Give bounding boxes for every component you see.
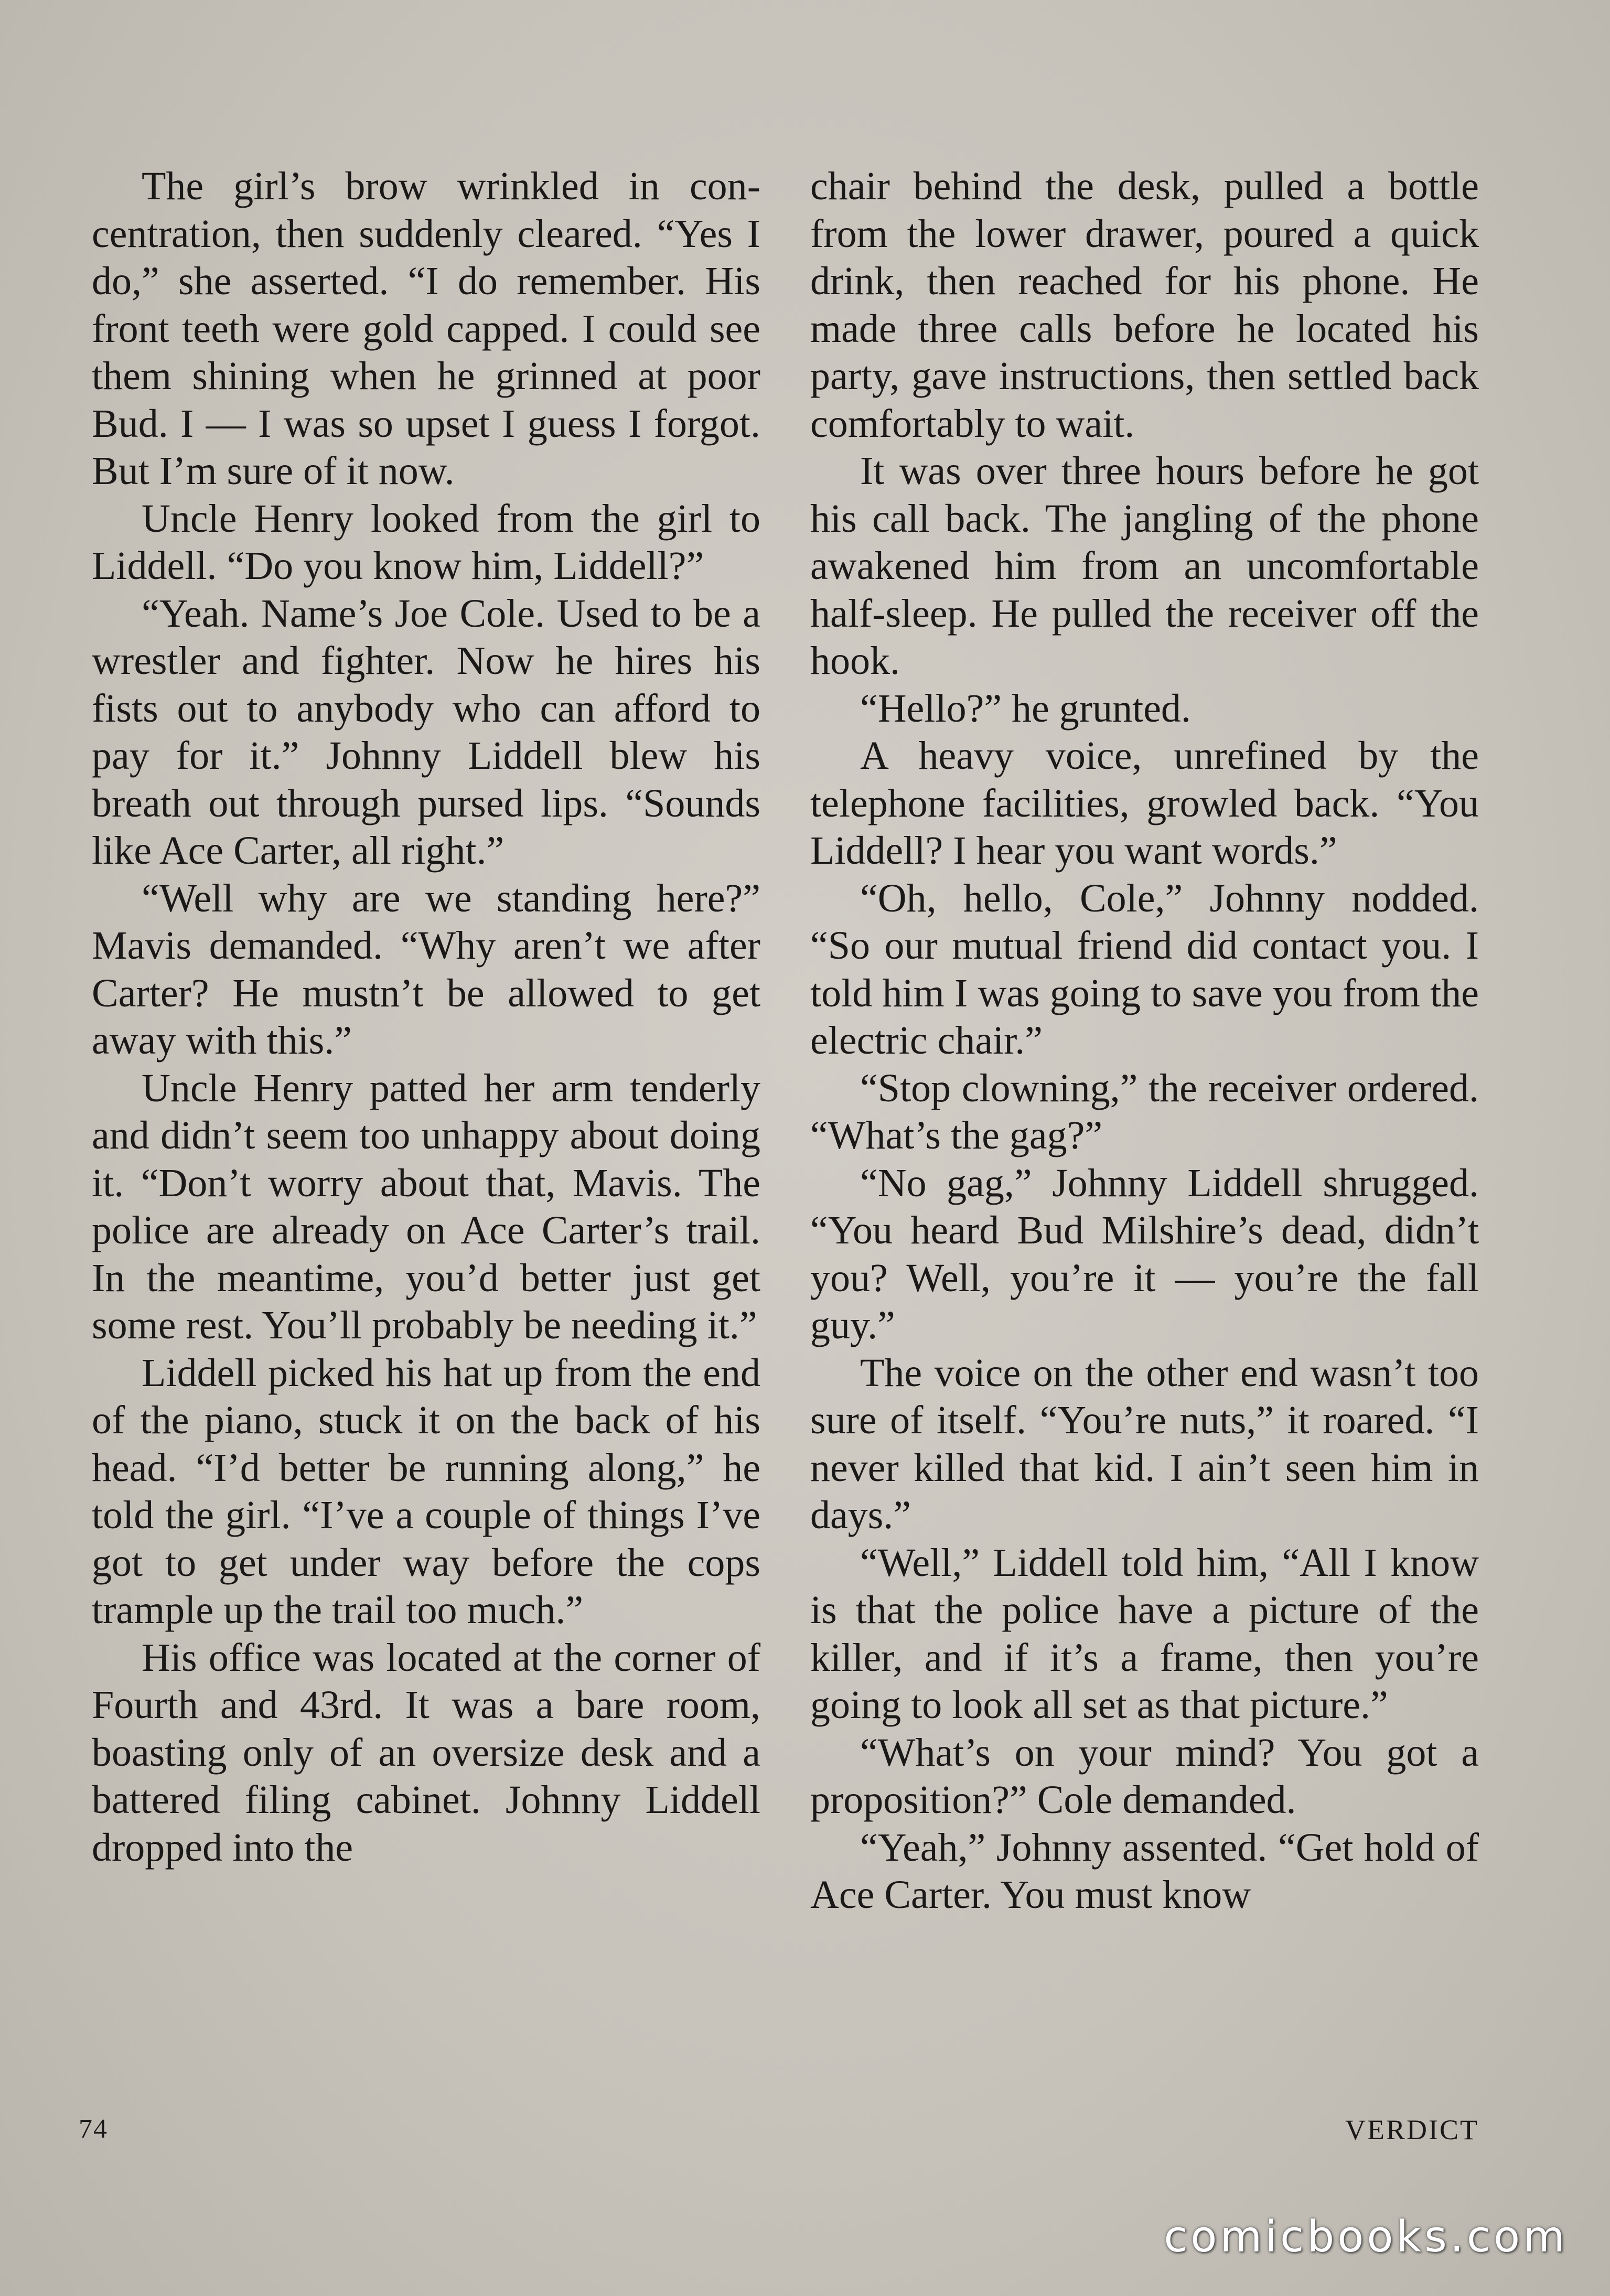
paragraph: “Yeah,” Johnny assented. “Get hold of Ace Carter. You must know — [810, 1825, 1479, 1917]
paragraph: “Yeah. Name’s Joe Cole. Used to be a wrestler and fighter. Now he hires his fists out to anybody who can afford to pay for it.” Johnny Liddell blew his breath out through pursed lips. “Sounds like Ace Carter, all right.” — [92, 591, 760, 873]
paragraph-continued: chair behind the desk, pulled a bottle from the lower drawer, poured a quick drink, then reached for his phone. He made three calls before he located his party, gave instructions, then settled back comfortably to wait. — [810, 164, 1479, 446]
paragraph: “Oh, hello, Cole,” Johnny nodded. “So our mutual friend did contact you. I told him I was going to save you from the electric chair.” — [810, 876, 1479, 1063]
paragraph: The voice on the other end wasn’t too sure of itself. “You’re nuts,” it roared. “I never killed that kid. I ain’t seen him in days.” — [810, 1350, 1479, 1537]
left-text-column — [92, 163, 760, 1871]
paragraph: “What’s on your mind? You got a proposition?” Cole demanded. — [810, 1730, 1479, 1822]
paragraph: His office was located at the corner of Fourth and 43rd. It was a bare room, boasting only of an oversize desk and a battered filing cabinet. Johnny Liddell dropped into the — [92, 1635, 760, 1870]
paragraph: The girl’s brow wrinkled in concentration, then suddenly cleared. “Yes I do,” she asserted. “I do remember. His front teeth were gold capped. I could see them shining when he grinned at poor Bud. I — I was so upset I guess I forgot. But I’m sure of it now. — [92, 164, 760, 493]
paragraph: “Hello?” he grunted. — [860, 686, 1191, 731]
paragraph: It was over three hours before he got his call back. The jangling of the phone awakened him from an uncomfortable half-sleep. He pulled the receiver off the hook. — [810, 449, 1479, 683]
paragraph: A heavy voice, unrefined by the telephone facilities, growled back. “You Liddell? I hear you want words.” — [810, 734, 1479, 873]
right-text-column — [810, 163, 1479, 1919]
paragraph: Liddell picked his hat up from the end of the piano, stuck it on the back of his head. “I’d better be running along,” he told the girl. “I’ve a couple of things I’ve got to get under way before the cops trample up the trail too much.” — [92, 1350, 760, 1632]
site-watermark: comicbooks.com — [1164, 2212, 1568, 2262]
paragraph: “Well why are we standing here?” Mavis demanded. “Why aren’t we after Carter? He mustn’t be allowed to get away with this.” — [92, 876, 760, 1063]
magazine-title: VERDICT — [1345, 2114, 1479, 2145]
page-number: 74 — [79, 2114, 108, 2144]
paragraph: “Well,” Liddell told him, “All I know is that the police have a picture of the killer, and if it’s a frame, then you’re going to look all set as that picture.” — [810, 1540, 1479, 1727]
paragraph: “Stop clowning,” the receiver ordered. “What’s the gag?” — [810, 1066, 1479, 1157]
paragraph: Uncle Henry looked from the girl to Liddell. “Do you know him, Liddell?” — [92, 496, 760, 588]
paragraph: Uncle Henry patted her arm tenderly and didn’t seem too unhappy about doing it. “Don’t worry about that, Mavis. The police are already on Ace Carter’s trail. In the meantime, you’d better just get some rest. You’ll probably be needing it.” — [92, 1066, 760, 1347]
paragraph: “No gag,” Johnny Liddell shrugged. “You heard Bud Milshire’s dead, didn’t you? Well, you’re it — you’re the fall guy.” — [810, 1161, 1479, 1347]
